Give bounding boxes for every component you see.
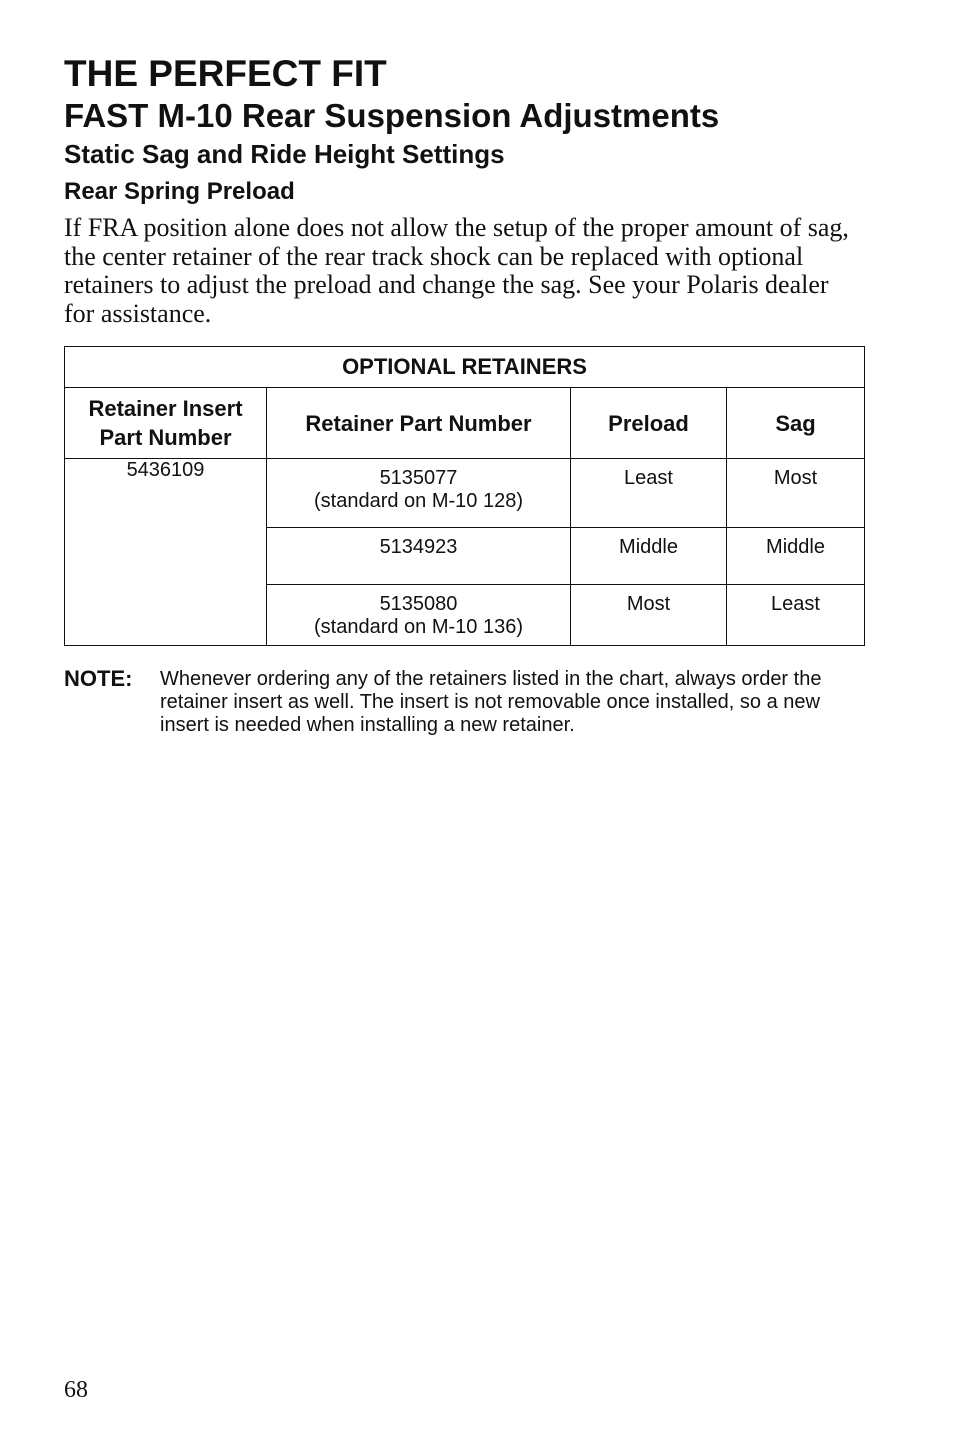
- table-title: OPTIONAL RETAINERS: [65, 347, 865, 388]
- sag-cell: Most: [727, 459, 865, 528]
- table-header-row: [65, 388, 865, 459]
- retainer-part-number: 5135080: [379, 593, 458, 615]
- header-insert-line1: Retainer Insert: [88, 396, 243, 421]
- page-number: 68: [64, 1377, 88, 1403]
- sag-cell: Least: [727, 585, 865, 646]
- retainer-part-number: 5135077: [379, 467, 458, 489]
- header-insert-line2: Part Number: [99, 425, 232, 450]
- preload-cell: Middle: [571, 528, 727, 585]
- header-insert-part-number: [65, 388, 267, 459]
- topic-title: Rear Spring Preload: [64, 178, 295, 205]
- note-text: Whenever ordering any of the retainers listed in the chart, always order the retainer insert as well. The insert is not removable once installed, so a new insert is needed when installing a new retainer.: [160, 668, 822, 736]
- insert-part-number-cell: 5436109: [65, 459, 267, 646]
- retainer-part-cell: [267, 585, 571, 646]
- sag-cell: Middle: [727, 528, 865, 585]
- page-content: [64, 52, 864, 737]
- header-preload: Preload: [571, 388, 727, 459]
- retainer-part-number: 5134923: [379, 536, 458, 558]
- header-retainer-part-number: Retainer Part Number: [267, 388, 571, 459]
- note-label: NOTE:: [64, 666, 133, 691]
- preload-cell: Least: [571, 459, 727, 528]
- subsection-title: Static Sag and Ride Height Settings: [64, 139, 505, 169]
- retainer-part-cell: [267, 528, 571, 585]
- preload-cell: Most: [571, 585, 727, 646]
- body-paragraph: If FRA position alone does not allow the setup of the proper amount of sag, the center retainer of the rear track shock can be replaced with optional retainers to adjust the preload and change the sag. See your Polaris dealer for assistance.: [64, 213, 849, 328]
- retainer-part-note: (standard on M-10 136): [313, 616, 523, 638]
- retainer-part-cell: [267, 459, 571, 528]
- header-sag: Sag: [727, 388, 865, 459]
- optional-retainers-table: [64, 346, 865, 646]
- section-title: FAST M-10 Rear Suspension Adjustments: [64, 97, 720, 134]
- note-block: [64, 668, 864, 737]
- retainer-part-note: (standard on M-10 128): [313, 490, 523, 512]
- chapter-title: THE PERFECT FIT: [64, 53, 387, 94]
- table-title-row: [65, 347, 865, 388]
- table-row: [65, 459, 865, 528]
